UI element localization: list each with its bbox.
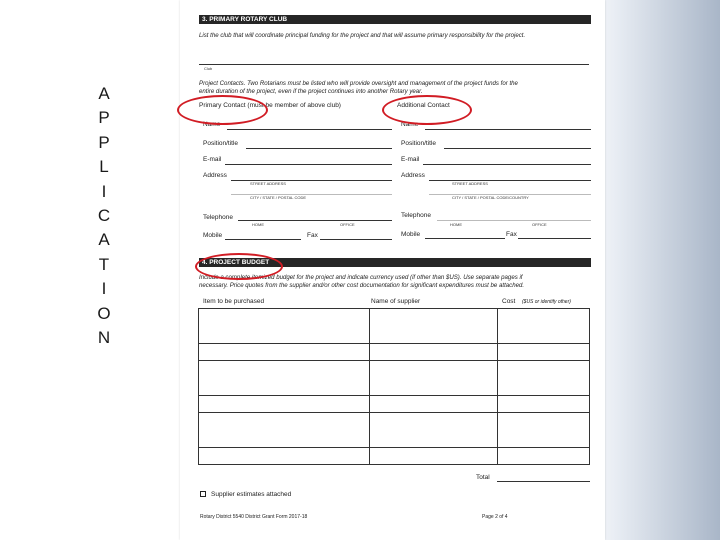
primary-name-label: Name bbox=[203, 121, 221, 128]
table-cell[interactable] bbox=[498, 396, 590, 413]
additional-position-label: Position/title bbox=[401, 140, 437, 147]
vertical-title-letter: P bbox=[98, 132, 110, 152]
additional-home-caption: HOME bbox=[450, 222, 462, 227]
additional-email-label: E-mail bbox=[401, 156, 420, 163]
primary-name-field[interactable] bbox=[227, 129, 392, 130]
vertical-title-letter: A bbox=[98, 230, 110, 250]
vertical-title-letter: P bbox=[98, 108, 110, 128]
table-row bbox=[199, 309, 590, 344]
table-cell[interactable] bbox=[199, 413, 370, 448]
primary-position-field[interactable] bbox=[246, 148, 392, 149]
table-cell[interactable] bbox=[199, 309, 370, 344]
additional-telephone-label: Telephone bbox=[401, 212, 431, 219]
vertical-title-letter: N bbox=[97, 328, 111, 348]
table-cell[interactable] bbox=[369, 361, 498, 396]
primary-street-caption: STREET ADDRESS bbox=[250, 181, 286, 186]
additional-telephone-field[interactable] bbox=[437, 220, 591, 221]
primary-contact-heading: Primary Contact (must be member of above club) bbox=[199, 102, 341, 109]
primary-contact-highlight bbox=[177, 95, 268, 125]
table-cell[interactable] bbox=[498, 413, 590, 448]
additional-name-field[interactable] bbox=[425, 129, 591, 130]
club-label: Club bbox=[204, 66, 213, 71]
additional-office-caption: OFFICE bbox=[532, 222, 547, 227]
section-3-header: 3. PRIMARY ROTARY CLUB bbox=[199, 15, 591, 24]
contacts-intro-line1: Project Contacts. Two Rotarians must be listed who will provide oversight and management of the project funds for the bbox=[199, 80, 518, 87]
col-item-header: Item to be purchased bbox=[203, 298, 265, 305]
table-row bbox=[199, 396, 590, 413]
vertical-title-letter: O bbox=[97, 303, 111, 323]
table-cell[interactable] bbox=[498, 344, 590, 361]
project-budget-highlight bbox=[195, 253, 283, 280]
section-4-header: 4. PROJECT BUDGET bbox=[199, 258, 591, 267]
additional-fax-label: Fax bbox=[506, 231, 517, 238]
table-cell[interactable] bbox=[498, 448, 590, 465]
table-cell[interactable] bbox=[199, 448, 370, 465]
primary-mobile-label: Mobile bbox=[203, 232, 223, 239]
vertical-title bbox=[92, 82, 116, 350]
table-cell[interactable] bbox=[498, 361, 590, 396]
additional-position-field[interactable] bbox=[444, 148, 591, 149]
primary-fax-field[interactable] bbox=[320, 239, 392, 240]
table-cell[interactable] bbox=[369, 396, 498, 413]
vertical-title-letter: A bbox=[98, 84, 110, 103]
primary-office-caption: OFFICE bbox=[340, 222, 355, 227]
primary-address-label: Address bbox=[203, 172, 227, 179]
section-3-instruction: List the club that will coordinate principal funding for the project and that will assume primary responsibility for the project. bbox=[199, 32, 526, 39]
table-cell[interactable] bbox=[199, 396, 370, 413]
table-row bbox=[199, 361, 590, 396]
club-line[interactable] bbox=[199, 64, 589, 65]
primary-email-label: E-mail bbox=[203, 156, 222, 163]
vertical-title-letter: C bbox=[97, 206, 111, 226]
additional-contact-highlight bbox=[382, 95, 472, 125]
primary-city-caption: CITY / STATE / POSTAL CODE bbox=[250, 195, 307, 200]
vertical-title-letter: I bbox=[101, 181, 107, 201]
contacts-intro-line2: entire duration of the project, even if the project continues into another Rotary year. bbox=[199, 88, 423, 95]
table-cell[interactable] bbox=[369, 413, 498, 448]
additional-mobile-field[interactable] bbox=[425, 238, 505, 239]
additional-name-label: Name bbox=[401, 121, 419, 128]
vertical-title-letter: L bbox=[99, 157, 109, 177]
col-cost-note: ($US or identify other) bbox=[522, 299, 571, 305]
additional-fax-field[interactable] bbox=[518, 238, 591, 239]
col-supplier-header: Name of supplier bbox=[371, 298, 421, 305]
primary-position-label: Position/title bbox=[203, 140, 239, 147]
total-label: Total bbox=[476, 474, 490, 481]
table-cell[interactable] bbox=[369, 344, 498, 361]
primary-telephone-label: Telephone bbox=[203, 214, 233, 221]
table-cell[interactable] bbox=[498, 309, 590, 344]
table-row bbox=[199, 448, 590, 465]
table-cell[interactable] bbox=[199, 344, 370, 361]
primary-mobile-field[interactable] bbox=[225, 239, 301, 240]
primary-home-caption: HOME bbox=[252, 222, 264, 227]
supplier-estimates-checkbox[interactable] bbox=[200, 491, 206, 497]
col-cost-header: Cost bbox=[502, 298, 516, 305]
budget-table bbox=[198, 308, 590, 465]
table-cell[interactable] bbox=[369, 309, 498, 344]
primary-telephone-field[interactable] bbox=[238, 220, 392, 221]
primary-email-field[interactable] bbox=[225, 164, 392, 165]
additional-email-field[interactable] bbox=[423, 164, 591, 165]
table-row bbox=[199, 344, 590, 361]
table-row bbox=[199, 413, 590, 448]
additional-street-caption: STREET ADDRESS bbox=[452, 181, 488, 186]
additional-mobile-label: Mobile bbox=[401, 231, 421, 238]
additional-contact-heading: Additional Contact bbox=[397, 102, 450, 109]
footer-left: Rotary District 5540 District Grant Form 2017-18 bbox=[200, 514, 308, 520]
additional-address-label: Address bbox=[401, 172, 425, 179]
additional-city-caption: CITY / STATE / POSTAL CODE/COUNTRY bbox=[452, 195, 529, 200]
supplier-estimates-label: Supplier estimates attached bbox=[211, 491, 292, 498]
budget-instruction-line1: Include a complete itemized budget for the project and indicate currency used (if other than $US). Use separate pages if bbox=[199, 274, 523, 281]
budget-instruction-line2: necessary. Price quotes from the supplier and/or other cost documentation for significant expenditures must be attached. bbox=[199, 282, 525, 289]
footer-right: Page 2 of 4 bbox=[482, 514, 508, 520]
table-cell[interactable] bbox=[369, 448, 498, 465]
vertical-title-letter: I bbox=[101, 279, 107, 299]
vertical-title-letter: T bbox=[98, 254, 110, 274]
table-cell[interactable] bbox=[199, 361, 370, 396]
primary-fax-label: Fax bbox=[307, 232, 318, 239]
total-field[interactable] bbox=[497, 481, 590, 482]
